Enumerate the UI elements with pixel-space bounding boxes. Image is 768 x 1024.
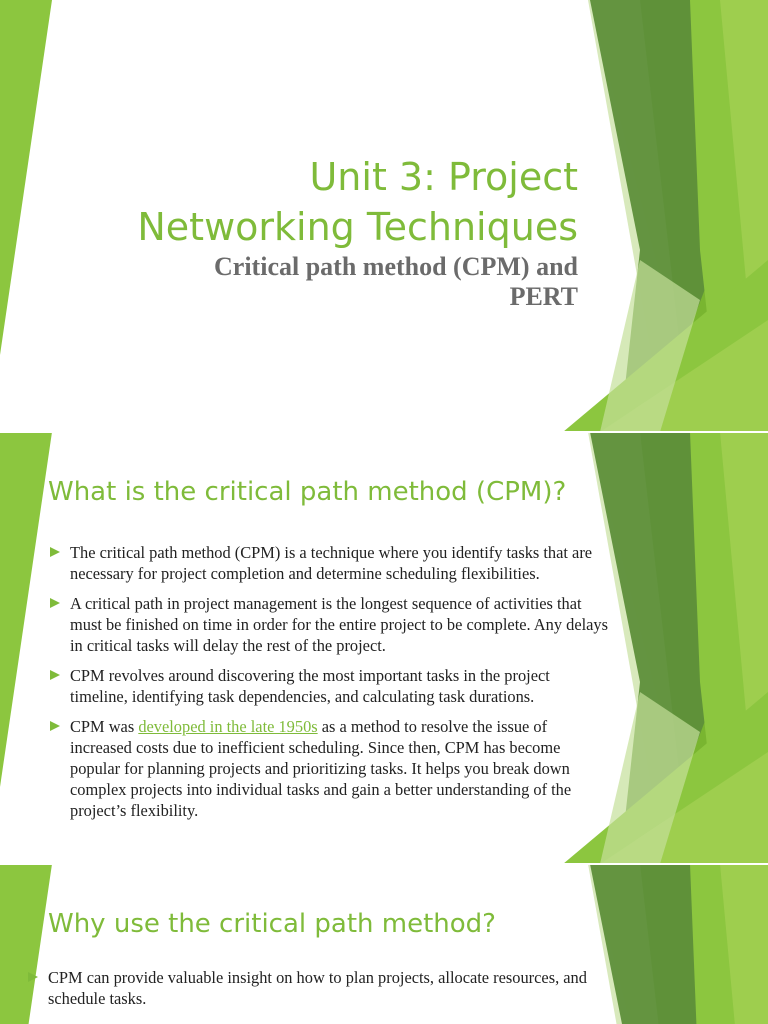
bullet-text: The critical path method (CPM) is a technique where you identify tasks that are necessary for project completion and determine scheduling flexibilities. bbox=[70, 543, 593, 583]
bullet-text-before-link: CPM was bbox=[70, 717, 139, 736]
bullet-text: A critical path in project management is the longest sequence of activities that must be finished on time in order for the entire project to be complete. Any delays in critical tasks will delay the rest of the project. bbox=[70, 594, 609, 655]
list-item bbox=[48, 593, 610, 656]
title-slide bbox=[0, 0, 768, 432]
subtitle-line-1: Critical path method (CPM) and bbox=[214, 252, 578, 281]
slide-subtitle bbox=[58, 252, 578, 312]
green-triangle-bullet-icon bbox=[50, 547, 60, 557]
bullet-list bbox=[26, 967, 616, 1018]
cpm-definition-slide bbox=[0, 432, 768, 864]
list-item bbox=[48, 665, 610, 707]
title-line-2: Networking Techniques bbox=[137, 205, 578, 249]
slide-divider bbox=[0, 431, 768, 433]
green-triangle-bullet-icon bbox=[28, 972, 38, 982]
bullet-text: CPM revolves around discovering the most important tasks in the project timeline, identifying task dependencies, and calculating task durations. bbox=[70, 666, 550, 706]
list-item bbox=[48, 716, 610, 821]
slide-heading: What is the critical path method (CPM)? bbox=[48, 477, 567, 507]
slide-title bbox=[58, 152, 578, 252]
developed-late-1950s-link[interactable]: developed in the late 1950s bbox=[138, 717, 318, 736]
green-triangle-bullet-icon bbox=[50, 598, 60, 608]
subtitle-line-2: PERT bbox=[509, 282, 578, 311]
list-item bbox=[48, 542, 610, 584]
list-item bbox=[26, 967, 616, 1009]
slide-divider bbox=[0, 863, 768, 865]
green-triangle-bullet-icon bbox=[50, 670, 60, 680]
why-use-cpm-slide bbox=[0, 864, 768, 1024]
slide-heading: Why use the critical path method? bbox=[48, 909, 496, 939]
title-line-1: Unit 3: Project bbox=[309, 155, 578, 199]
bullet-list bbox=[48, 542, 610, 830]
green-triangle-bullet-icon bbox=[50, 721, 60, 731]
bullet-text: CPM can provide valuable insight on how to plan projects, allocate resources, and schedule tasks. bbox=[48, 968, 587, 1008]
bullet-text-after-link: as a method to resolve the issue of increased costs due to inefficient scheduling. Since then, CPM has become popular for planning projects and prioritizing tasks. It helps you break down complex projects into individual tasks and gain a better understanding of the project’s flexibility. bbox=[70, 717, 572, 820]
